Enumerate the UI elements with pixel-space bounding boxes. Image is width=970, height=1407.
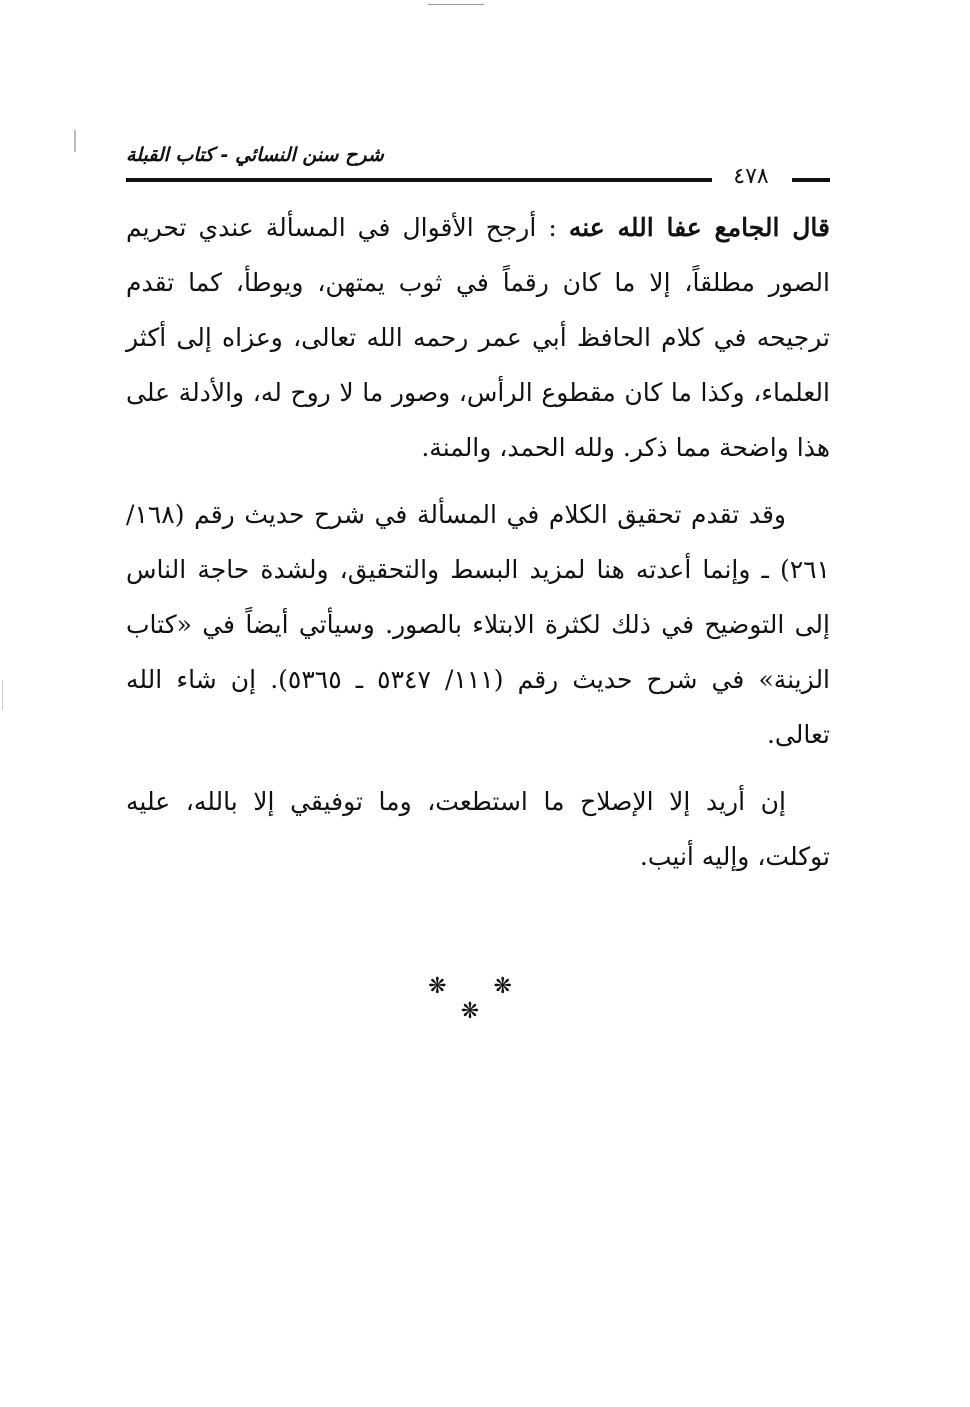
page-number: ٤٧٨ [733, 164, 769, 189]
paragraph-lead: قال الجامع عفا الله عنه [568, 213, 830, 242]
main-text [126, 200, 830, 884]
paragraph-2: وقد تقدم تحقيق الكلام في المسألة في شرح حديث رقم (١٦٨/ ٢٦١) ـ وإنما أعدته هنا لمزيد البسط والتحقيق، ولشدة حاجة الناس إلى التوضيح في ذلك لكثرة الابتلاء بالصور. وسيأتي أيضاً في «كتاب الزينة» في شرح حديث رقم (١١١/ ٥٣٤٧ ـ ٥٣٦٥). إن شاء الله تعالى. [126, 500, 831, 749]
header-rule-short [792, 178, 830, 182]
scan-edge-mark [2, 680, 3, 710]
header-rule [126, 178, 712, 182]
scan-top-mark [428, 4, 484, 5]
paragraph-3: إن أريد إلا الإصلاح ما استطعت، وما توفيقي إلا بالله، عليه توكلت، وإليه أنيب. [126, 787, 830, 871]
page-header [126, 140, 830, 190]
paragraph-1-text: : أرجح الأقوال في المسألة عندي تحريم الصور مطلقاً، إلا ما كان رقماً في ثوب يمتهن، ويوطأ، كما تقدم ترجيحه في كلام الحافظ أبي عمر رحمه الله تعالى، وعزاه إلى أكثر العلماء، وكذا ما كان مقطوع الرأس، وصور ما لا روح له، والأدلة على هذا واضحة مما ذكر. ولله الحمد، والمنة. [126, 213, 830, 462]
running-title: شرح سنن النسائي - كتاب القبلة [126, 144, 384, 166]
paragraph-1 [126, 200, 830, 475]
scan-speck [74, 130, 76, 152]
section-end-ornament: ❋ ❋ ❋ [428, 974, 532, 1024]
